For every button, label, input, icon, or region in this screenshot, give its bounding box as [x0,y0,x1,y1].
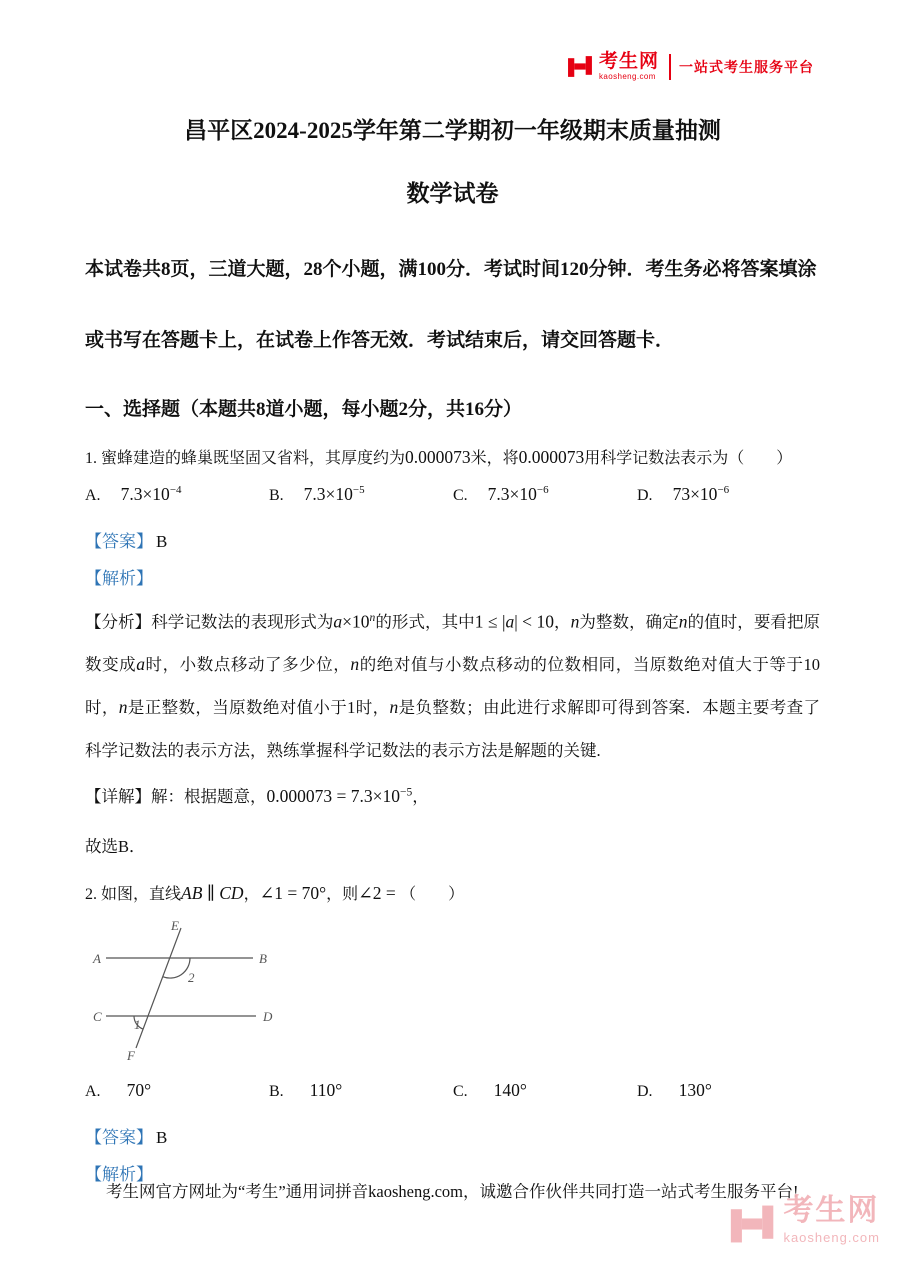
text-segment: 的值时，要看把原数变成 [85,612,821,675]
text-segment: 0.000073 [518,447,585,467]
option-exponent: −4 [169,483,182,496]
q2-option-b [269,1080,453,1101]
text-segment: | < 10 [514,611,554,632]
text-segment: 1 ≤ | [474,611,506,632]
text-segment: ，则 [326,886,359,904]
option-base: 73×10 [672,483,718,504]
text-segment: n [369,611,376,624]
option-value: 140° [493,1079,527,1100]
page-subtitle: 数学试卷 [406,181,499,206]
q2-figure [91,918,286,1068]
text-segment: ×10 [342,611,370,632]
text-segment: −5 [400,786,413,799]
q1-option-c [453,484,637,505]
figure-transversal-ef [136,928,181,1048]
text-segment: 米，将 [470,450,519,467]
option-exponent: −6 [717,483,730,496]
parallel-lines-figure [91,918,286,1068]
text-segment: 用科学记数法表示为（ ） [584,450,793,467]
figure-label-a: A [93,950,101,966]
brand-logo [567,52,814,81]
brand-divider [669,54,671,80]
watermark-brand: 考生网 [783,1194,880,1227]
answer-value: B [156,531,168,551]
figure-label-b: B [259,950,267,966]
figure-label-d: D [263,1008,273,1024]
option-label: B. [269,1082,284,1100]
figure-label-f: F [127,1047,135,1063]
q1-answer-line [85,527,820,552]
text-segment: 0.000073 [405,447,471,467]
section-heading: 一、选择题（本题共8道小题，每小题2分，共16分） [85,399,523,420]
text-segment: 时，小数点移动了多少位， [144,655,351,675]
analysis-tag: 【解析】 [85,1164,153,1184]
q2-answer-line [85,1123,820,1148]
footer-note: 考生网官方网址为“考生”通用词拼音kaosheng.com，诚邀合作伙伴共同打造一站式考生服务平台! [106,1182,799,1201]
option-value: 130° [678,1079,712,1100]
text-segment: n [389,697,399,718]
answer-value: B [156,1127,168,1147]
option-base: 7.3×10 [120,483,170,504]
option-label: A. [85,1082,101,1100]
option-value: 70° [126,1079,152,1100]
option-value [304,484,365,505]
text-segment: a [136,654,145,675]
text-segment: 2. 如图，直线 [85,886,182,904]
text-segment: 的形式，其中 [375,612,475,632]
text-segment: n [118,697,128,718]
q2-option-a [85,1080,269,1101]
option-label: D. [637,1082,653,1100]
text-segment: 【分析】科学记数法的表现形式为 [85,612,334,632]
brand-name: 考生网 [598,51,659,72]
answer-tag: 【答案】 [85,531,153,551]
watermark-h-icon [729,1200,777,1248]
option-exponent: −5 [352,483,365,496]
figure-angle2-arc [163,958,190,978]
text-segment: ， [553,612,571,632]
text-segment: 【详解】解：根据题意， [85,787,267,807]
option-label: D. [637,486,653,504]
q2-option-c [453,1080,637,1101]
option-value [121,484,182,505]
brand-domain: kaosheng.com [598,72,656,81]
q1-options [85,484,820,505]
brand-h-icon [567,53,594,80]
watermark-text-block [783,1196,880,1244]
q1-option-a [85,484,269,505]
text-segment: ， [412,787,429,807]
figure-label-c: C [93,1008,102,1024]
text-segment: a [505,611,515,632]
option-base: 7.3×10 [303,483,353,504]
text-segment: a [333,611,343,632]
figure-label-e: E [171,917,179,933]
analysis-tag: 【解析】 [85,568,153,588]
watermark-domain: kaosheng.com [783,1230,880,1245]
q2-options [85,1080,820,1101]
text-segment: ， [243,886,260,904]
option-label: A. [85,486,101,504]
text-segment: 的绝对值与小数点移动的位数相同，当原数绝对值大于等于10时， [85,655,821,718]
text-segment: 是正整数，当原数绝对值小于1时， [127,698,390,718]
watermark [729,1196,880,1248]
q1-conclusion: 故选B． [85,837,146,857]
text-segment: 为整数，确定 [579,612,679,632]
text-segment: ∥ [202,883,220,904]
text-segment: ∠1 = 70° [259,883,327,904]
brand-tagline: 一站式考生服务平台 [679,58,814,75]
q2-stem [85,879,820,908]
intro-line-1: 本试卷共8页，三道大题，28个小题，满100分．考试时间120分钟．考生务必将答案填涂 [85,259,817,280]
q1-stem [85,443,820,472]
text-segment: n [678,611,688,632]
option-base: 7.3×10 [487,483,537,504]
option-label: C. [453,1082,468,1100]
answer-tag: 【答案】 [85,1127,153,1147]
text-segment: 1. 蜜蜂建造的蜂巢既坚固又省料，其厚度约为 [85,450,406,467]
text-segment: AB [181,883,203,904]
figure-label-angle2: 2 [188,969,195,985]
q1-option-b [269,484,453,505]
text-segment: ∠2 = [358,883,401,904]
text-segment: CD [219,883,244,904]
intro-line-2: 或书写在答题卡上，在试卷上作答无效．考试结束后，请交回答题卡． [85,330,675,351]
text-segment: n [570,611,580,632]
q2-option-d [637,1080,712,1101]
q1-option-d [637,484,729,505]
q1-analysis-paragraph [85,597,820,773]
page-title: 昌平区2024-2025学年第二学期初一年级期末质量抽测 [184,118,721,143]
q1-detail-paragraph [85,780,820,813]
text-segment: n [350,654,360,675]
option-value [673,484,730,505]
text-segment: 0.000073 = 7.3×10 [266,786,400,807]
option-value [488,484,549,505]
brand-text-block [599,52,659,81]
figure-label-angle1: 1 [134,1016,141,1032]
option-label: C. [453,486,468,504]
text-segment: （ ） [400,886,465,904]
option-value: 110° [309,1079,343,1100]
option-exponent: −6 [536,483,549,496]
option-label: B. [269,486,284,504]
text-segment: 是负整数；由此进行求解即可得到答案．本题主要考查了科学记数法的表示方法，熟练掌握科学记数法的表示方法是解题的关键. [85,698,821,761]
q1-analysis-tag [85,564,820,589]
